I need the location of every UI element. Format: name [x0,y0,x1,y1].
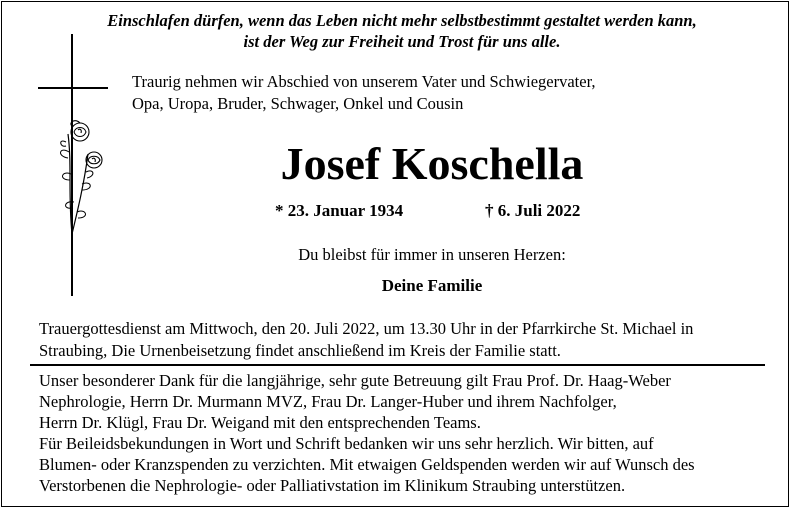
motto-line-2: ist der Weg zur Freiheit und Trost für uns alle. [243,32,561,51]
thanks-text [39,370,769,496]
intro-line-1: Traurig nehmen wir Abschied von unserem Vater und Schwiegervater, [132,72,596,91]
thanks-line: Nephrologie, Herrn Dr. Murmann MVZ, Frau Dr. Langer-Huber und ihrem Nachfolger, [39,392,617,411]
service-line-2: Straubing, Die Urnenbeisetzung findet anschließend im Kreis der Familie statt. [39,341,561,360]
birth-date: * 23. Januar 1934 [275,201,404,220]
thanks-line: Verstorbenen die Nephrologie- oder Palliativstation im Klinikum Straubing unterstützen. [39,476,626,495]
intro-text [132,71,732,115]
service-info [39,318,764,362]
thanks-line: Unser besonderer Dank für die langjährige, sehr gute Betreuung gilt Frau Prof. Dr. Haag-Weber [39,371,671,390]
motto [42,10,762,52]
intro-line-2: Opa, Uropa, Bruder, Schwager, Onkel und Cousin [132,94,464,113]
death-date: † 6. Juli 2022 [485,201,581,220]
thanks-line: Für Beileidsbekundungen in Wort und Schrift bedanken wir uns sehr herzlich. Wir bitten, auf [39,434,654,453]
family-signature: Deine Familie [381,276,483,295]
deceased-name: Josef Koschella [280,138,584,189]
remembrance-text: Du bleibst für immer in unseren Herzen: [298,245,566,264]
obituary-notice [1,1,789,507]
thanks-line: Herrn Dr. Klügl, Frau Dr. Weigand mit den entsprechenden Teams. [39,413,481,432]
motto-line-1: Einschlafen dürfen, wenn das Leben nicht mehr selbstbestimmt gestaltet werden kann, [107,11,697,30]
cross-with-roses-icon [38,34,110,296]
thanks-line: Blumen- oder Kranzspenden zu verzichten. Mit etwaigen Geldspenden werden wir auf Wunsch des [39,455,695,474]
divider [30,364,765,366]
service-line-1: Trauergottesdienst am Mittwoch, den 20. Juli 2022, um 13.30 Uhr in der Pfarrkirche St. Michael in [39,319,694,338]
